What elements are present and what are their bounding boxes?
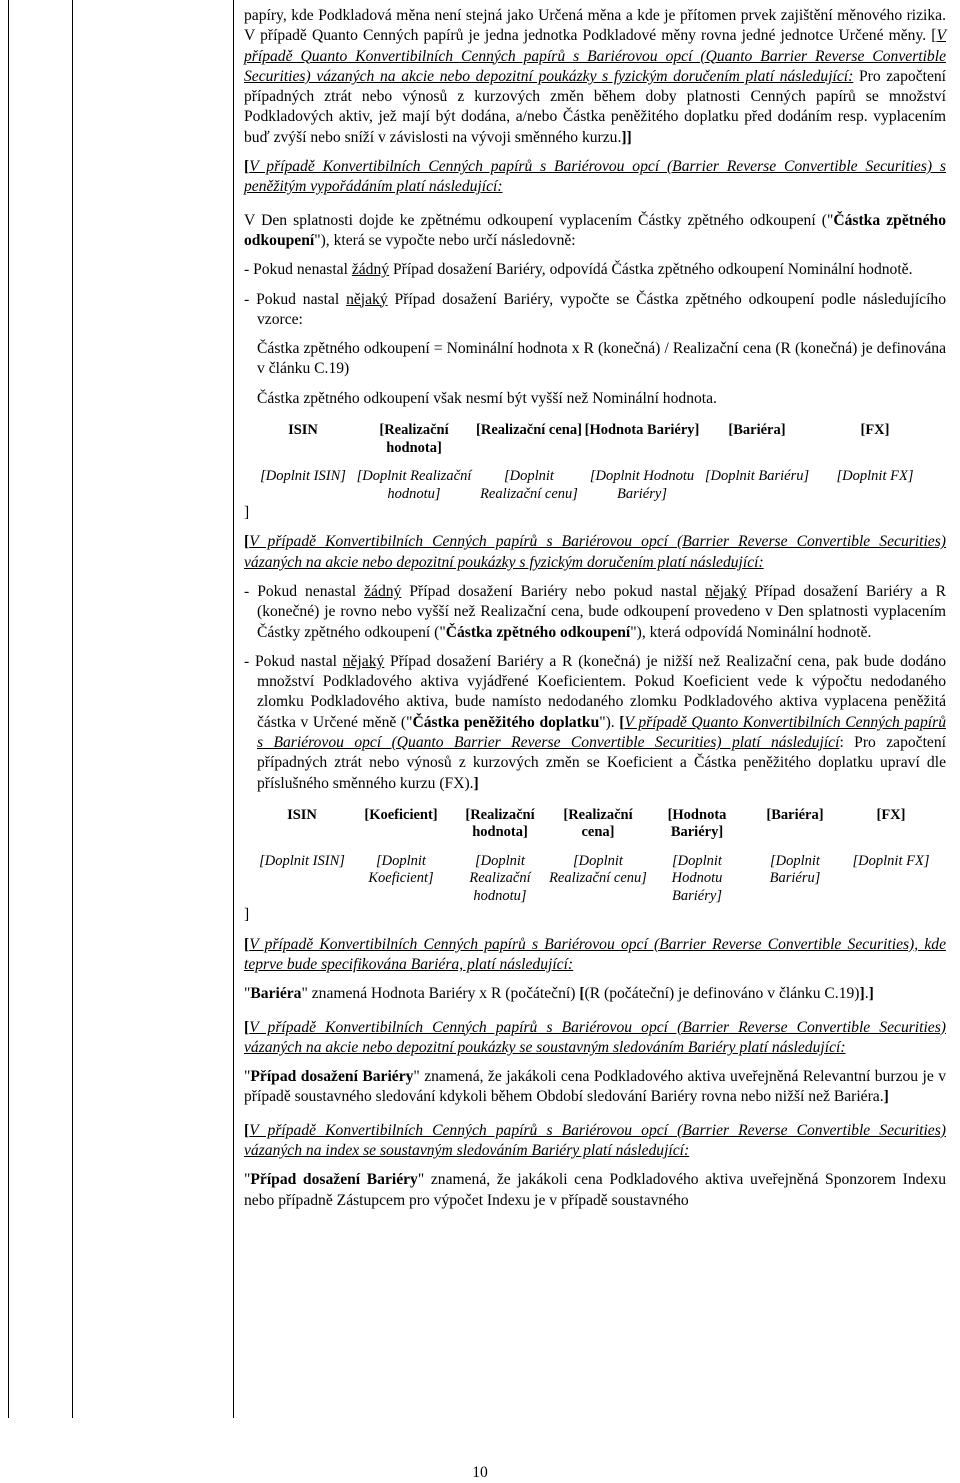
table-header-cell: ISIN bbox=[287, 806, 317, 823]
table-header-cell: [FX] bbox=[860, 422, 890, 439]
table-cell: [Doplnit Bariéru] bbox=[769, 852, 821, 887]
table-header-cell: [FX] bbox=[876, 806, 906, 823]
bullet-no-barrier-event: - Pokud nenastal žádný Případ dosažení Bariéry, odpovídá Částka zpětného odkoupení Nominální hodnotě. bbox=[244, 261, 913, 279]
table-cell: [Doplnit Hodnotu Bariéry] bbox=[671, 852, 723, 904]
definition-barrier: "Bariéra" znamená Hodnota Bariéry x R (počáteční) [(R (počáteční) je definováno v článku C.19)].] bbox=[244, 985, 874, 1003]
heading-continuous-monitoring-shares: [V případě Konvertibilních Cenných papírů s Bariérovou opcí (Barrier Reverse Convertible Securities) vázaných na akcie nebo depozitní poukázky se soustavným sledováním Bariéry platí následující: bbox=[244, 1018, 946, 1056]
table-header-cell: [Bariéra] bbox=[766, 806, 824, 823]
formula: Částka zpětného odkoupení = Nominální hodnota x R (konečná) / Realizační cena (R (konečná) je definována v článku C.19) bbox=[257, 340, 946, 378]
table-cell: [Doplnit Bariéru] bbox=[704, 468, 810, 485]
table-cell: [Doplnit FX] bbox=[852, 852, 930, 869]
paragraph-redemption: V Den splatnosti dojde ke zpětnému odkoupení vyplacením Částky zpětného odkoupení ("Částka zpětného odkoupení"), která se vypočte nebo určí následovně: bbox=[244, 211, 946, 249]
table-cell: [Doplnit Koeficient] bbox=[368, 852, 434, 887]
table-cell: [Doplnit ISIN] bbox=[260, 468, 346, 485]
table-header-cell: ISIN bbox=[288, 422, 318, 439]
table-header-row bbox=[253, 807, 939, 847]
paragraph-quanto-intro: papíry, kde Podkladová měna není stejná jako Určená měna a kde je přítomen prvek zajištění měnového rizika. V případě Quanto Cenných papírů je jedna jednotka Podkladové měny rovna jedné jednotce Určené měny. [V případě Quanto Konvertibilních Cenných papírů s Bariérovou opcí (Quanto Barrier Reverse Convertible Securities) vázaných na akcie nebo depozitní poukázky s fyzickým doručením platí následující: Pro započtení případných ztrát nebo výnosů z kurzových změn během doby platnosti Cenných papírů se množství Podkladových aktiv, jež mají být dodána, a/nebo Částka peněžitého doplatku před dodáním resp. vyplacením buď zvýší nebo sníží v závislosti na vývoji směnného kurzu.]] bbox=[244, 7, 946, 146]
bullet-barrier-physical: - Pokud nastal nějaký Případ dosažení Bariéry a R (konečná) je nižší než Realizační cena, pak bude dodáno množství Podkladového aktiva vyjádřené Koeficientem. Pokud Koeficient vede k výpočtu nedodaného zlomku Podkladového aktiva, bude namísto nedodaného zlomku Podkladového aktiva vyplacena peněžitá částka v Určené měně ("Částka peněžitého doplatku"). [V případě Quanto Konvertibilních Cenných papírů s Bariérovou opcí (Quanto Barrier Reverse Convertible Securities) platí následující: Pro započtení případných ztrát nebo výnosů z kurzových změn se Koeficient a Částka peněžitého doplatku upraví dle příslušného směnného kurzu (FX).] bbox=[244, 652, 946, 792]
table-header-row bbox=[253, 422, 937, 462]
table-cash-settlement bbox=[253, 422, 937, 503]
table-physical-delivery bbox=[253, 807, 939, 906]
table-header-cell: [Realizační cena] bbox=[563, 806, 633, 841]
table-header-cell: [Hodnota Bariéry] bbox=[584, 422, 700, 439]
definition-barrier-event-shares: "Případ dosažení Bariéry" znamená, že jakákoli cena Podkladového aktiva uveřejněná Relevantní burzou je v případě soustavného sledování kdykoli během Období sledování Bariéry rovna nebo nižší než Bariéra.] bbox=[244, 1068, 946, 1106]
table-header-cell: [Realizační hodnota] bbox=[379, 422, 449, 456]
definition-barrier-event-index: "Případ dosažení Bariéry" znamená, že jakákoli cena Podkladového aktiva uveřejněná Sponzorem Indexu nebo případně Zástupcem pro výpočet Indexu je v případě soustavného bbox=[244, 1171, 946, 1209]
table-header-cell: [Hodnota Bariéry] bbox=[667, 806, 727, 841]
closing-bracket: ] bbox=[244, 504, 250, 522]
document-body bbox=[244, 6, 946, 1211]
column-divider-line bbox=[72, 0, 73, 1418]
content-divider-line bbox=[233, 0, 234, 1418]
table-cell: [Doplnit Realizační hodnotu] bbox=[356, 468, 472, 502]
table-header-cell: [Realizační cena] bbox=[476, 422, 582, 439]
table-cell: [Doplnit FX] bbox=[836, 468, 914, 485]
left-margin-line bbox=[8, 0, 9, 1418]
heading-physical-delivery: [V případě Konvertibilních Cenných papírů s Bariérovou opcí (Barrier Reverse Convertible Securities) vázaných na akcie nebo depozitní poukázky s fyzickým doručením platí následující: bbox=[244, 533, 946, 571]
table-cell: [Doplnit Hodnotu Bariéry] bbox=[589, 468, 695, 502]
bullet-no-barrier-physical: - Pokud nenastal žádný Případ dosažení Bariéry nebo pokud nastal nějaký Případ dosažení Bariéry a R (konečné) je rovno nebo vyšší než Realizační cena, bude odkoupení provedeno v Den splatnosti vyplacením Částky zpětného odkoupení ("Částka zpětného odkoupení"), která odpovídá Nominální hodnotě. bbox=[244, 582, 946, 641]
heading-cash-settlement: [V případě Konvertibilních Cenných papírů s Bariérovou opcí (Barrier Reverse Convertible Securities) s peněžitým vypořádáním platí následující: bbox=[244, 158, 946, 196]
table-row bbox=[253, 462, 937, 503]
closing-bracket: ] bbox=[244, 906, 250, 924]
table-cell: [Doplnit ISIN] bbox=[259, 852, 345, 869]
bullet-barrier-event: - Pokud nastal nějaký Případ dosažení Bariéry, vypočte se Částka zpětného odkoupení podle následujícího vzorce: bbox=[244, 290, 946, 328]
table-cell: [Doplnit Realizační cenu] bbox=[549, 852, 647, 887]
page-number: 10 bbox=[472, 1464, 488, 1481]
table-cell: [Doplnit Realizační hodnotu] bbox=[469, 852, 531, 904]
table-header-cell: [Realizační hodnota] bbox=[465, 806, 535, 841]
heading-continuous-monitoring-index: [V případě Konvertibilních Cenných papírů s Bariérovou opcí (Barrier Reverse Convertible Securities) vázaných na index se soustavným sledováním Bariéry platí následující: bbox=[244, 1121, 946, 1160]
table-header-cell: [Koeficient] bbox=[364, 806, 438, 823]
table-header-cell: [Bariéra] bbox=[728, 422, 786, 439]
heading-barrier-specified: [V případě Konvertibilních Cenných papírů s Bariérovou opcí (Barrier Reverse Convertible Securities), kde teprve bude specifikována Bariéra, platí následující: bbox=[244, 935, 946, 973]
table-row bbox=[253, 847, 939, 906]
table-cell: [Doplnit Realizační cenu] bbox=[480, 468, 578, 502]
formula-cap: Částka zpětného odkoupení však nesmí být vyšší než Nominální hodnota. bbox=[257, 389, 717, 407]
